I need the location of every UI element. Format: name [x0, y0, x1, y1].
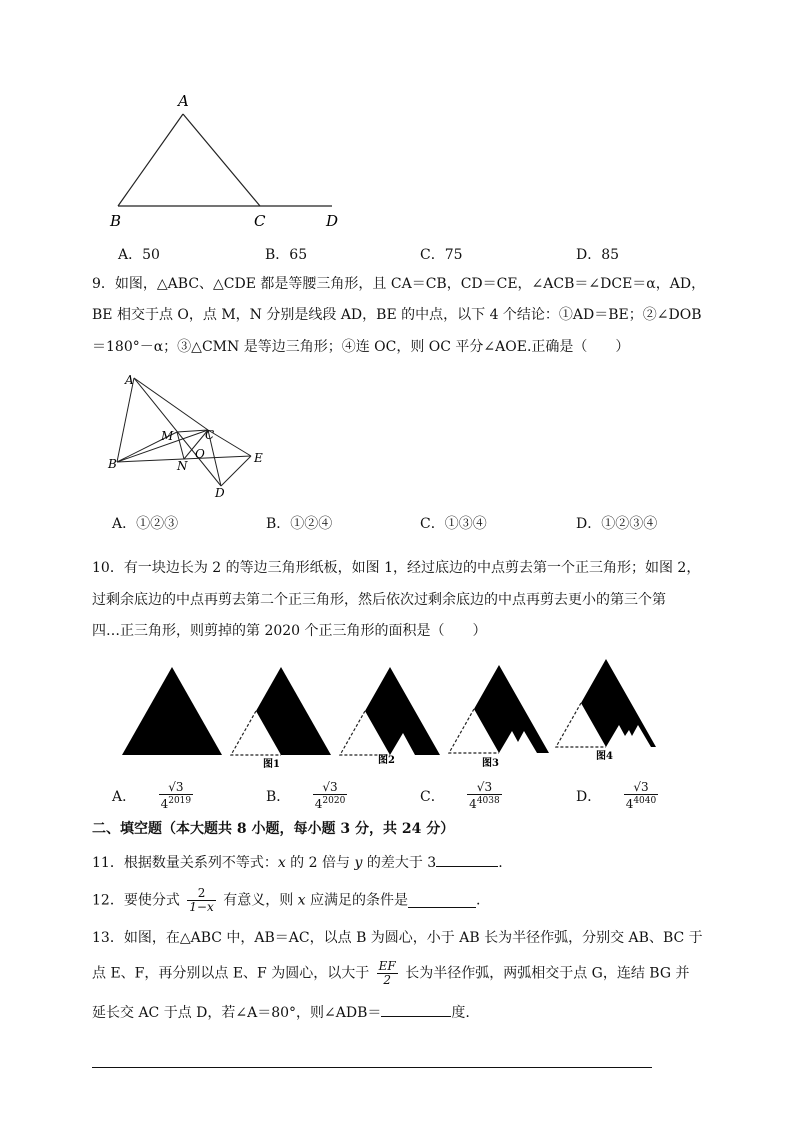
label-c: C [205, 428, 215, 442]
q8-option-c[interactable]: C．75 [420, 247, 463, 263]
q8-option-d[interactable]: D．85 [576, 247, 620, 263]
q9-text-line1: 9．如图，△ABC、△CDE 都是等腰三角形，且 CA＝CB，CD＝CE，∠ACB＝∠DCE＝α，AD， [92, 276, 706, 292]
segment-ac [183, 114, 260, 206]
q13-text-line1: 13．如图，在△ABC 中，AB＝AC，以点 B 为圆心，小于 AB 长为半径作弧，分别交 AB、BC 于 [92, 930, 703, 946]
q9-text-line3: ＝180°－α；③△CMN 是等边三角形；④连 OC，则 OC 平分∠AOE.正确是（ ） [92, 339, 630, 355]
q8-option-a[interactable]: A．50 [118, 247, 160, 263]
q9-option-b[interactable]: B．①②④ [266, 516, 333, 532]
label-b: B [108, 457, 117, 471]
q10-text-line2: 过剩余底边的中点再剪去第二个正三角形，然后依次过剩余底边的中点再剪去更小的第三个第 [92, 592, 666, 608]
figure-q10-triangles [118, 655, 663, 770]
section2-title: 二、填空题（本大题共 8 小题，每小题 3 分，共 24 分） [92, 821, 455, 837]
triangle-original [122, 667, 222, 755]
label-c: C [254, 212, 266, 230]
q10-option-b[interactable]: B． $\frac{√3}{4^{2020}}$ [266, 780, 346, 811]
fig3-label: 图3 [482, 758, 499, 769]
label-m: M [161, 429, 174, 443]
q10-text-line1: 10．有一块边长为 2 的等边三角形纸板，如图 1，经过底边的中点剪去第一个正三角形；如图 2， [92, 560, 701, 576]
q11-answer-blank[interactable] [436, 852, 498, 867]
figure-q8-triangle [100, 90, 360, 230]
q13-text-line3: 延长交 AC 于点 D，若∠A＝80°，则∠ADB＝ 度. [92, 1002, 470, 1022]
q12-text: 12．要使分式 $\frac{2}{1-x}$ 有意义，则 x 应满足的条件是 . [92, 886, 481, 914]
q10-option-a[interactable]: A． $\frac{√3}{4^{2019}}$ [112, 780, 192, 811]
fig2-label: 图2 [378, 755, 395, 766]
q12-answer-blank[interactable] [408, 893, 476, 908]
triangle-fig2 [365, 667, 440, 755]
label-a: A [125, 373, 134, 387]
triangle-fig1 [256, 667, 331, 755]
q10-option-d[interactable]: D． $\frac{√3}{4^{4040}}$ [576, 780, 657, 811]
triangle-fig4 [581, 659, 656, 747]
fig4-label: 图4 [596, 751, 613, 762]
q9-text-line2: BE 相交于点 O，点 M，N 分别是线段 AD，BE 的中点，以下 4 个结论：①AD＝BE；②∠DOB [92, 307, 702, 323]
label-o: O [195, 447, 205, 461]
label-e: E [254, 451, 263, 465]
q13-answer-blank[interactable] [381, 1002, 451, 1017]
figure-q9 [105, 370, 275, 500]
label-n: N [177, 459, 188, 473]
q11-text: 11．根据数量关系列不等式：x 的 2 倍与 y 的差大于 3 . [92, 852, 503, 872]
triangle-fig3 [474, 665, 549, 753]
q13-text-line2: 点 E、F，再分别以点 E、F 为圆心，以大于 $\frac{EF}{2}$ 长为半径作弧，两弧相交于点 G，连结 BG 并 [92, 959, 690, 987]
fig1-label: 图1 [263, 759, 280, 770]
label-b: B [110, 212, 122, 230]
label-d: D [215, 486, 225, 500]
footer-rule [92, 1067, 652, 1068]
q9-option-d[interactable]: D．①②③④ [576, 516, 658, 532]
q9-option-a[interactable]: A．①②③ [112, 516, 179, 532]
q10-text-line3: 四…正三角形，则剪掉的第 2020 个正三角形的面积是（ ） [92, 623, 487, 639]
label-a: A [178, 92, 189, 110]
q10-option-c[interactable]: C． $\frac{√3}{4^{4038}}$ [420, 780, 500, 811]
q9-option-c[interactable]: C．①③④ [420, 516, 487, 532]
label-d: D [326, 212, 339, 230]
q8-option-b[interactable]: B．65 [265, 247, 308, 263]
segment-ab [118, 114, 183, 206]
